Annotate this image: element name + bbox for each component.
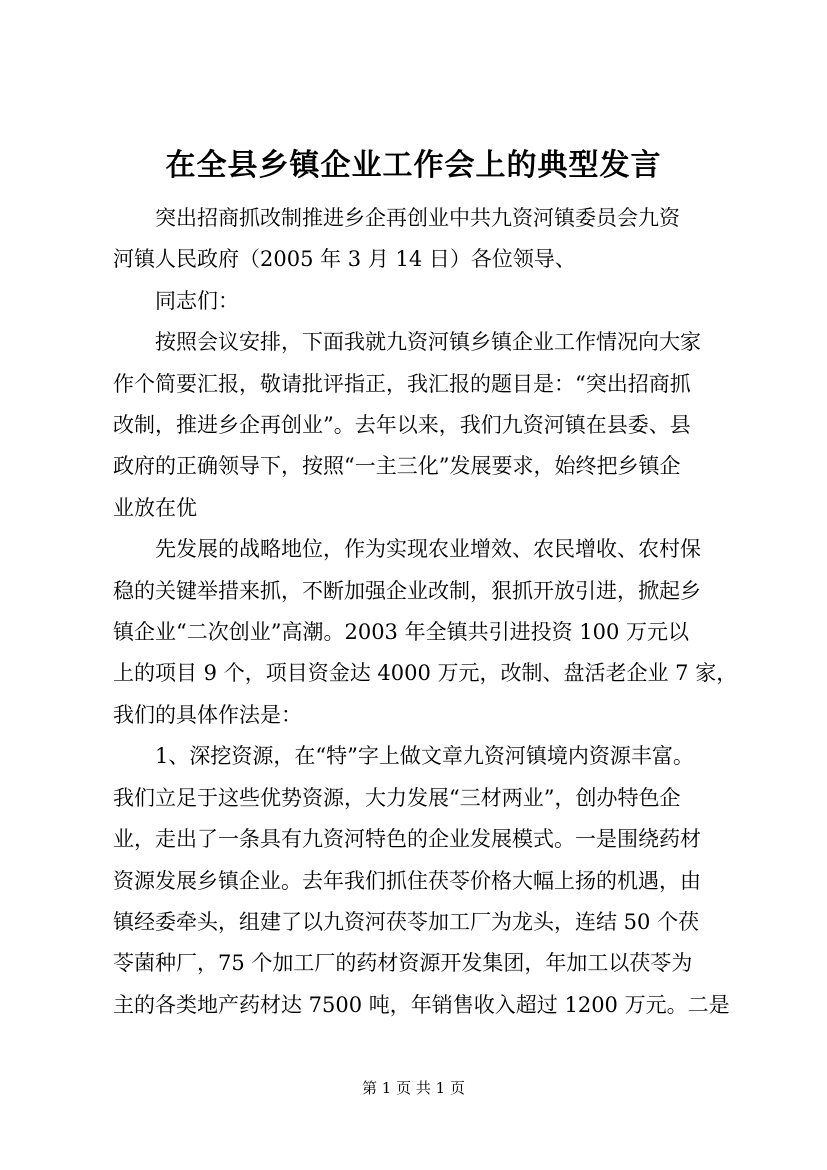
text-line: 苓菌种厂，75 个加工厂的药材资源开发集团，年加工以茯苓为 (113, 951, 693, 976)
text-line: 作个简要汇报，敬请批评指正，我汇报的题目是：“突出招商抓 (113, 371, 691, 396)
text-line: 主的各类地产药材达 7500 吨，年销售收入超过 1200 万元。二是 (113, 992, 730, 1017)
text-line: 业放在优 (113, 495, 197, 520)
text-line: 上的项目 9 个，项目资金达 4000 万元，改制、盘活老企业 7 家， (113, 661, 738, 686)
text-line: 先发展的战略地位，作为实现农业增效、农民增收、农村保 (155, 537, 701, 562)
text-line: 业，走出了一条具有九资河特色的企业发展模式。一是围绕药材 (113, 827, 701, 852)
document-title: 在全县乡镇企业工作会上的典型发言 (165, 148, 662, 183)
paragraph-2 (113, 281, 733, 322)
document-body (113, 198, 738, 1026)
paragraph-1 (113, 198, 733, 281)
text-line: 河镇人民政府（2005 年 3 月 14 日）各位领导、 (113, 247, 576, 272)
text-line: 同志们： (155, 288, 239, 313)
text-line: 资源发展乡镇企业。去年我们抓住茯苓价格大幅上扬的机遇，由 (113, 868, 701, 893)
text-line: 改制，推进乡企再创业”。去年以来，我们九资河镇在县委、县 (113, 413, 691, 438)
text-line: 1、深挖资源，在“特”字上做文章九资河镇境内资源丰富。 (155, 744, 694, 769)
paragraph-5 (113, 736, 733, 1026)
page-footer: 第 1 页 共 1 页 (362, 1079, 465, 1097)
paragraph-3 (113, 322, 733, 529)
text-line: 按照会议安排，下面我就九资河镇乡镇企业工作情况向大家 (155, 330, 701, 355)
text-line: 我们立足于这些优势资源，大力发展“三材两业”，创办特色企 (113, 785, 681, 810)
text-line: 镇企业“二次创业”高潮。2003 年全镇共引进投资 100 万元以 (113, 620, 690, 645)
text-line: 政府的正确领导下，按照“一主三化”发展要求，始终把乡镇企 (113, 454, 681, 479)
text-line: 突出招商抓改制推进乡企再创业中共九资河镇委员会九资 (155, 206, 680, 230)
text-line: 稳的关键举措来抓，不断加强企业改制，狠抓开放引进，掀起乡 (113, 578, 701, 603)
paragraph-4 (113, 529, 738, 736)
text-line: 镇经委牵头，组建了以九资河茯苓加工厂为龙头，连结 50 个茯 (113, 909, 700, 934)
text-line: 我们的具体作法是： (113, 702, 302, 727)
